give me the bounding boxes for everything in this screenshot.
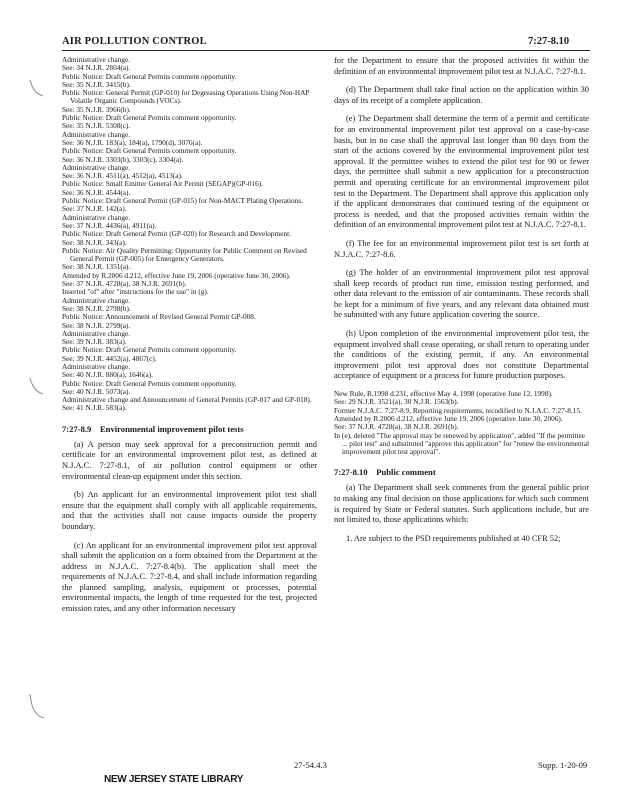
- page-number: 27-54.4.3: [294, 760, 327, 770]
- history-note: See: 38 N.J.R. 2798(b).: [62, 303, 131, 313]
- history-note: See: 41 N.J.R. 583(a).: [62, 403, 127, 413]
- paragraph-f: (f) The fee for an environmental improvement pilot test is set forth at N.J.A.C. 7:27-8.6.: [334, 238, 589, 259]
- history-note: Public Notice: Draft General Permits comment opportunity.: [62, 378, 237, 388]
- history-note: See: 36 N.J.R. 4511(a), 4512(a), 4513(a).: [62, 171, 183, 181]
- history-note: See: 35 N.J.R. 3966(b).: [62, 104, 131, 114]
- history-note: See: 37 N.J.R. 4728(a), 38 N.J.R. 2691(b).: [62, 279, 187, 289]
- history-note: Inserted "of" after "instructions for the use" in (g).: [62, 287, 209, 297]
- history-note: See: 34 N.J.R. 2804(a).: [62, 63, 131, 73]
- header-rule: [62, 50, 590, 51]
- left-column: [62, 56, 317, 623]
- history-note: See: 40 N.J.R. 5073(a).: [62, 386, 131, 396]
- history-note: Public Notice: General Permit (GP-010) for Degreasing Operations Using Non-HAP Volatile Organic Compounds (VOCs).: [62, 88, 310, 106]
- history-note: Former N.J.A.C. 7:27-8.9, Reporting requirements, recodified to N.J.A.C. 7:27-8.15.: [334, 405, 582, 415]
- history-note: Public Notice: Announcement of Revised General Permit GP-008.: [62, 312, 256, 322]
- paragraph-a: (a) A person may seek approval for a preconstruction permit and certificate for an environmental improvement pilot test, as defined at N.J.A.C. 7:27-8.1, of air pollution control equipment or other environmental clean-up equipment under this section.: [62, 439, 317, 481]
- history-note: Public Notice: Draft General Permits comment opportunity.: [62, 345, 237, 355]
- margin-mark: [28, 692, 46, 722]
- supplement-date: Supp. 1-20-09: [538, 760, 588, 770]
- history-note: Public Notice: Draft General Permits comment opportunity.: [62, 146, 237, 156]
- history-notes-left: [62, 56, 317, 413]
- history-note: Amended by R.2006 d.212, effective June 19, 2006 (operative June 30, 2006).: [62, 270, 291, 280]
- margin-mark: [28, 376, 46, 398]
- margin-mark: [28, 78, 46, 100]
- paragraph-c: (c) An applicant for an environmental improvement pilot test approval shall submit the application on a form obtained from the Department at the address in N.J.A.C. 7:27-8.4(b). The application shall meet the requirements of N.J.A.C. 7:27-8.4, and shall include information regarding the planned sampling, analysis, equipment or processes, potential environmental impacts, the length of time requested for the test, projected emission rates, and any other information necessary: [62, 540, 317, 614]
- history-note: See: 36 N.J.R. 183(a), 184(a), 1790(d), 3076(a).: [62, 137, 203, 147]
- history-note: Administrative change.: [62, 295, 131, 305]
- paragraph-a-1: 1. Are subject to the PSD requirements published at 40 CFR 52;: [346, 533, 561, 543]
- history-note: Public Notice: Draft General Permit (GP-015) for Non-MACT Plating Operations.: [62, 196, 304, 206]
- history-note: Amended by R.2006 d.212, effective June 19, 2006 (operative June 30, 2006).: [334, 413, 563, 423]
- paragraph-g: (g) The holder of an environmental improvement pilot test approval shall keep records of product run time, emission testing performed, and other data relevant to the emission of air contaminants. These records shall be kept for a minimum of five years, and any relevant data obtained must be submitted with any future application covering the source.: [334, 268, 589, 320]
- history-note: Public Notice: Draft General Permits comment opportunity.: [62, 71, 237, 81]
- history-note: See: 39 N.J.R. 383(a).: [62, 337, 127, 347]
- history-note: See: 29 N.J.R. 3521(a), 30 N.J.R. 1563(b).: [334, 397, 459, 407]
- history-note: Administrative change.: [62, 361, 131, 371]
- history-note: See: 40 N.J.R. 880(a), 1646(a).: [62, 370, 153, 380]
- running-header-title: AIR POLLUTION CONTROL: [62, 36, 207, 47]
- history-note: See: 38 N.J.R. 1351(a).: [62, 262, 131, 272]
- paragraph-e: (e) The Department shall determine the term of a permit and certificate for an environmental improvement pilot test approval on a case-by-case basis, but in no case shall the approval last longer than 90 days from the start of the actions covered by the environmental improvement pilot test approval. If the permittee wishes to extend the pilot test for 90 or fewer days, the permittee shall submit a new application for a preconstruction permit and operating certificate for an environmental improvement pilot test to the Department. The Department shall approve this application only if the applicant demonstrates that continued testing of the equipment or process is needed, and that the proposed activities remain within the definition of an environmental improvement pilot test at N.J.A.C. 7:27-8.1.: [334, 114, 589, 230]
- paragraph-a-public-comment: (a) The Department shall seek comments from the general public prior to making any final decision on those applications for which such comment is required by State or Federal statutes. Such applications include, but are not limited to, those applications which:: [334, 483, 589, 525]
- history-note: Administrative change.: [62, 212, 131, 222]
- history-note: In (e), deleted "The approval may be renewed by application", added "If the permittee ... pilot test" and substituted "approve this application" for "renew the environmental improvement pilot test approval".: [334, 430, 589, 457]
- history-note: Administrative change and Announcement of General Permits (GP-017 and GP-018).: [62, 395, 312, 405]
- history-note: See: 38 N.J.R. 2799(a).: [62, 320, 131, 330]
- history-note: Administrative change.: [62, 162, 131, 172]
- history-note: New Rule, R.1998 d.231, effective May 4, 1998 (operative June 12, 1998).: [334, 389, 553, 399]
- history-note: See: 37 N.J.R. 4728(a), 38 N.J.R. 2691(b).: [334, 422, 459, 432]
- paragraph-h: (h) Upon completion of the environmental improvement pilot test, the equipment involved shall cease operating, or shall return to operating under the conditions of the existing permit, if any. An environmental improvement pilot test approval does not constitute Departmental acceptance of equipment or a process for future production purposes.: [334, 329, 589, 381]
- history-note: See: 37 N.J.R. 4436(a), 4911(a).: [62, 220, 157, 230]
- section-heading-7-27-8-9: 7:27-8.9 Environmental improvement pilot tests: [62, 423, 244, 434]
- history-note: Administrative change.: [62, 328, 131, 338]
- history-note: See: 36 N.J.R. 3303(b), 3303(c), 3304(a).: [62, 154, 184, 164]
- running-header-section: 7:27-8.10: [528, 36, 570, 47]
- history-note: See: 35 N.J.R. 5308(c).: [62, 121, 131, 131]
- history-note: Public Notice: Small Emitter General Air Permit (SEGAP)(GP-016).: [62, 179, 264, 189]
- section-heading-7-27-8-10: 7:27-8.10 Public comment: [334, 467, 436, 478]
- history-note: Public Notice: Air Quality Permitting: Opportunity for Public Comment on Revised General Permit (GP-005) for Emergency Generators.: [62, 245, 307, 264]
- history-note: See: 36 N.J.R. 4544(a).: [62, 187, 131, 197]
- history-note: See: 35 N.J.R. 3415(b).: [62, 79, 131, 89]
- history-notes-right: [334, 390, 589, 456]
- history-note: See: 37 N.J.R. 142(a).: [62, 204, 127, 214]
- history-note: Administrative change.: [62, 129, 131, 139]
- right-column: [334, 56, 589, 552]
- history-note: Public Notice: Draft General Permit (GP-020) for Research and Development.: [62, 229, 291, 239]
- history-note: Public Notice: Draft General Permits comment opportunity.: [62, 113, 237, 123]
- paragraph-b: (b) An applicant for an environmental improvement pilot test shall ensure that the equipment shall comply with all applicable requirements, and that the activities shall not cause impacts outside the property boundary.: [62, 490, 317, 531]
- library-stamp: NEW JERSEY STATE LIBRARY: [104, 774, 244, 785]
- history-note: Administrative change.: [62, 55, 131, 64]
- paragraph-c-continued: for the Department to ensure that the proposed activities fit within the definition of an environmental improvement pilot test at N.J.A.C. 7:27-8.1.: [334, 56, 589, 76]
- history-note: See: 39 N.J.R. 4452(a), 4867(c).: [62, 353, 157, 363]
- paragraph-d: (d) The Department shall take final action on the application within 30 days of its receipt of a complete application.: [334, 85, 589, 105]
- history-note: See: 38 N.J.R. 343(a).: [62, 237, 127, 247]
